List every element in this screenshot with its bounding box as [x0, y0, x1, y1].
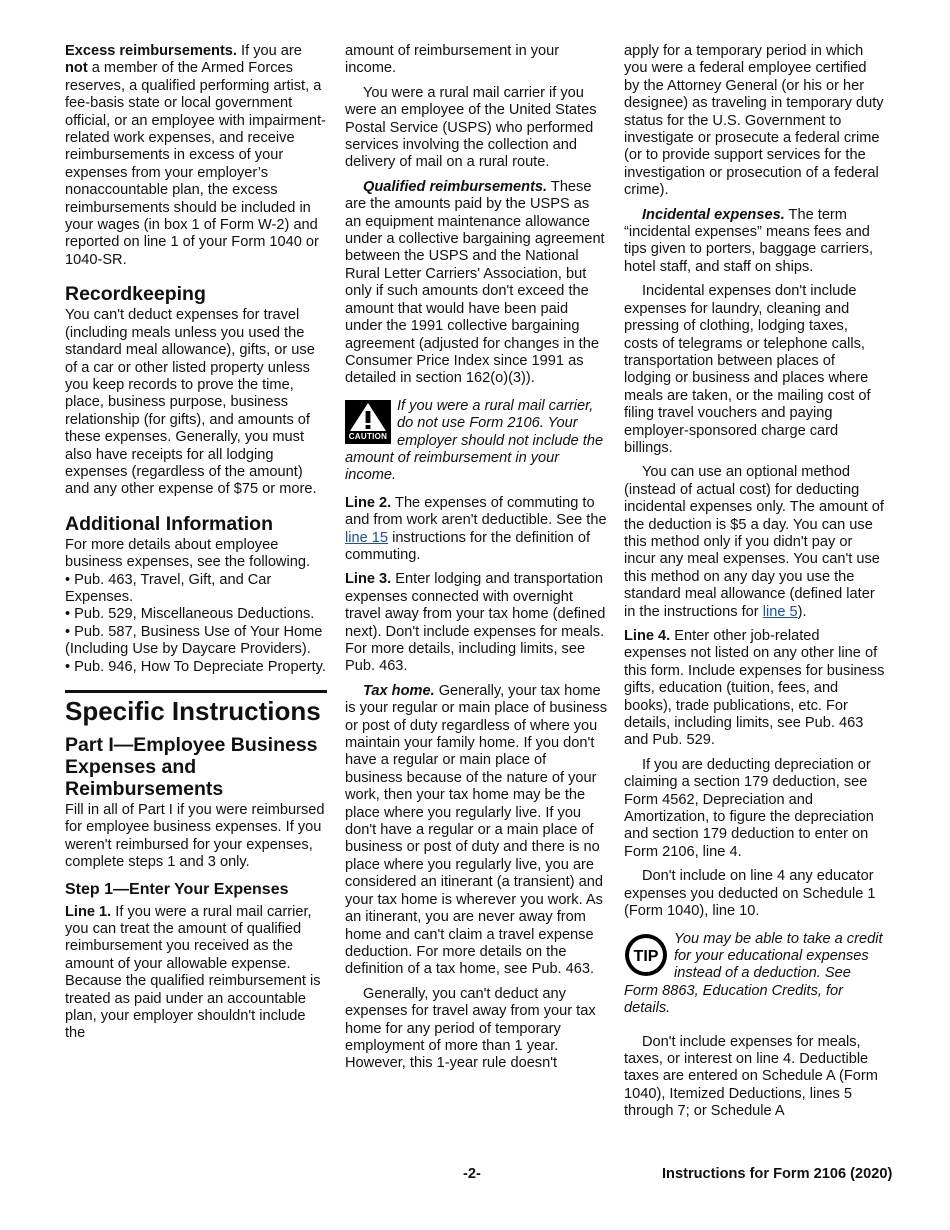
reimbursement-continued: amount of reimbursement in your income. — [345, 43, 560, 77]
page-number: -2- — [463, 1166, 481, 1182]
caution-icon — [345, 400, 391, 444]
line-3-paragraph — [345, 571, 607, 675]
line-1-text: If you were a rural mail carrier, you can treat the amount of qualified reimbursement you received as the amount of your allowable expense. Because the qualified reimbursement is treated as paid under an accountable plan, your employer shouldn't include the — [65, 903, 321, 1042]
list-item — [65, 659, 327, 676]
excess-reimbursements-paragraph — [65, 43, 327, 269]
line-1-paragraph — [65, 904, 327, 1043]
line-4-text: Enter other job-related expenses not listed on any other line of this form. Include expenses for business gifts, education (tuition, fees, and books), trade publications, etc. For details, including limits, see Pub. 463 and Pub. 529. — [624, 628, 885, 749]
bullet-text: Pub. 463, Travel, Gift, and Car Expenses. — [65, 571, 272, 605]
tax-home-paragraph — [345, 683, 607, 979]
line-2-paragraph — [345, 495, 607, 565]
incidental-expenses-title: Incidental expenses. — [642, 206, 785, 223]
bullet-icon: • — [65, 658, 75, 675]
line-2-title: Line 2. — [345, 494, 392, 511]
caution-text: If you were a rural mail carrier, do not use Form 2106. Your employer should not include the amount of reimbursement in your income. — [345, 397, 604, 484]
column-1 — [65, 43, 327, 1050]
line-4-title: Line 4. — [624, 628, 671, 644]
excess-text-b: a member of the Armed Forces reserves, a qualified performing artist, a fee-basis state or local government official, or an employee with impairment-related work expenses, and receive reimbursements in excess of your expenses from your employer’s nonaccountable plan, the excess reimbursements should be included in your wages (in box 1 of Form W-2) and reported on line 1 of your Form 1040 or 1040-SR. — [65, 60, 326, 268]
educator-expenses-paragraph: Don't include on line 4 any educator expenses you deducted on Schedule 1 (Form 1040), line 10. — [624, 868, 876, 920]
tip-icon — [624, 933, 668, 982]
part-1-text: Fill in all of Part I if you were reimbursed for employee business expenses. If you weren't reimbursed for your expenses, complete steps 1 and 3 only. — [65, 802, 325, 871]
step-1-heading: Step 1—Enter Your Expenses — [65, 880, 289, 898]
excess-text-a: If you are — [236, 43, 302, 59]
caution-note — [345, 398, 607, 485]
form-title-footer: Instructions for Form 2106 (2020) — [662, 1166, 893, 1182]
rural-carrier-paragraph: You were a rural mail carrier if you were an employee of the United States Postal Service (USPS) who performed services involving the collection and delivery of mail on a rural route. — [345, 84, 597, 171]
list-item — [65, 606, 327, 623]
tip-label: TIP — [633, 947, 659, 965]
line-3-text: Enter lodging and transportation expenses connected with overnight travel away from your tax home (defined next). Don't include expenses for meals. For more details, including limits, see Pub. 463. — [345, 571, 606, 675]
recordkeeping-text: You can't deduct expenses for travel (including meals unless you used the standard meal allowance), gifts, or use of a car or other listed property unless you keep records to prove the time, place, business purpose, business relationship (for gifts), and amounts of these expenses. Generally, you must also have receipts for all lodging expenses (regardless of the amount) and any other expense of $75 or more. — [65, 307, 317, 498]
depreciation-paragraph: If you are deducting depreciation or claiming a section 179 deduction, see Form 4562, Depreciation and Amortization, to figure the depreciation and section 179 deduction to enter on Form 2106, line 4. — [624, 756, 874, 860]
excess-reimbursements-title: Excess reimbursements. — [65, 43, 237, 59]
bullet-icon: • — [65, 571, 75, 588]
optional-method-text-a: You can use an optional method (instead of actual cost) for deducting incidental expenses only. The amount of the deduction is $5 a day. You can use this method only if you didn't pay or incur any meal expenses. You can't use this method on any day you use the standard meal allowance (defined later in the instructions for — [624, 464, 884, 620]
line-3-title: Line 3. — [345, 571, 392, 588]
one-year-rule-paragraph: Generally, you can't deduct any expenses for travel away from your tax home for any period of temporary employment of more than 1 year. However, this 1-year rule doesn't — [345, 985, 596, 1072]
incidental-expenses-text: The term “incidental expenses” means fees and tips given to porters, baggage carriers, hotel staff, and staff on ships. — [624, 206, 874, 275]
tax-home-title: Tax home. — [363, 682, 435, 699]
column-2 — [345, 43, 607, 1080]
line-2-text-b: instructions for the definition of commuting. — [345, 529, 591, 563]
part-1-heading: Part I—Employee Business Expenses and Reimbursements — [65, 734, 318, 800]
bullet-icon: • — [65, 623, 75, 640]
incidental-exclusions-paragraph: Incidental expenses don't include expenses for laundry, cleaning and pressing of clothing, lodging taxes, costs of telegrams or telephone calls, transportation between places of lodging or business and places where meals are taken, or the mailing cost of filing travel vouchers and paying employer-sponsored charge card billings. — [624, 283, 871, 456]
qualified-reimbursements-title: Qualified reimbursements. — [363, 178, 548, 195]
list-item — [65, 572, 327, 607]
optional-method-paragraph — [624, 464, 886, 621]
bullet-text: Pub. 946, How To Depreciate Property. — [74, 658, 326, 675]
excess-not: not — [65, 60, 88, 77]
one-year-rule-continued: apply for a temporary period in which you were a federal employee certified by the Attorney General (or his or her designee) as traveling in temporary duty status for the U.S. Government to investigate or prosecute a federal crime (or to provide support services for the investigation or prosecution of a federal crime). — [624, 43, 884, 199]
line-2-text-a: The expenses of commuting to and from work aren't deductible. See the — [345, 494, 607, 529]
specific-instructions-heading: Specific Instructions — [65, 690, 327, 726]
qualified-reimbursements-paragraph — [345, 179, 607, 388]
column-3 — [624, 43, 886, 1128]
tax-home-text: Generally, your tax home is your regular or main place of business or post of duty regardless of where you maintain your family home. If you don't have a regular or main place of business because of the nature of your work, then your tax home may be the place where you regularly live. If you don't have a regular or a main place of business or post of duty and there is no place where you regularly live, you are considered an itinerant (a transient) and your tax home is wherever you work. As an itinerant, you are never away from home and can't claim a travel expense deduction. For more details on the definition of a tax home, see Pub. 463. — [345, 682, 608, 978]
bullet-text: Pub. 587, Business Use of Your Home (Including Use by Daycare Providers). — [65, 623, 323, 658]
bullet-text: Pub. 529, Miscellaneous Deductions. — [74, 606, 315, 623]
list-item — [65, 624, 327, 659]
recordkeeping-heading: Recordkeeping — [65, 283, 206, 306]
line-4-paragraph — [624, 628, 886, 750]
caution-label: CAUTION — [348, 431, 388, 441]
meals-taxes-paragraph: Don't include expenses for meals, taxes, or interest on line 4. Deductible taxes are entered on Schedule A (Form 1040), Itemized Deductions, lines 5 through 7; or Schedule A — [624, 1033, 878, 1120]
tip-note — [624, 931, 886, 1018]
additional-information-heading: Additional Information — [65, 512, 273, 535]
incidental-expenses-paragraph — [624, 207, 886, 277]
line-5-link[interactable]: line 5 — [762, 603, 798, 620]
tip-text: You may be able to take a credit for your educational expenses instead of a deduction. See Form 8863, Education Credits, for details. — [624, 930, 883, 1017]
optional-method-text-b: ). — [797, 603, 807, 620]
additional-information-text: For more details about employee business expenses, see the following. — [65, 536, 311, 571]
qualified-reimbursements-text: These are the amounts paid by the USPS as an equipment maintenance allowance under a collective bargaining agreement between the USPS and the National Rural Letter Carriers' Association, but only if such amounts don't exceed the amount that would have been paid under the 1991 collective bargaining agreement (adjusted for changes in the Consumer Price Index since 1991 as detailed in section 162(o)(3)). — [345, 178, 605, 387]
bullet-icon: • — [65, 606, 75, 623]
line-1-title: Line 1. — [65, 903, 112, 920]
line-15-link[interactable]: line 15 — [345, 529, 389, 546]
